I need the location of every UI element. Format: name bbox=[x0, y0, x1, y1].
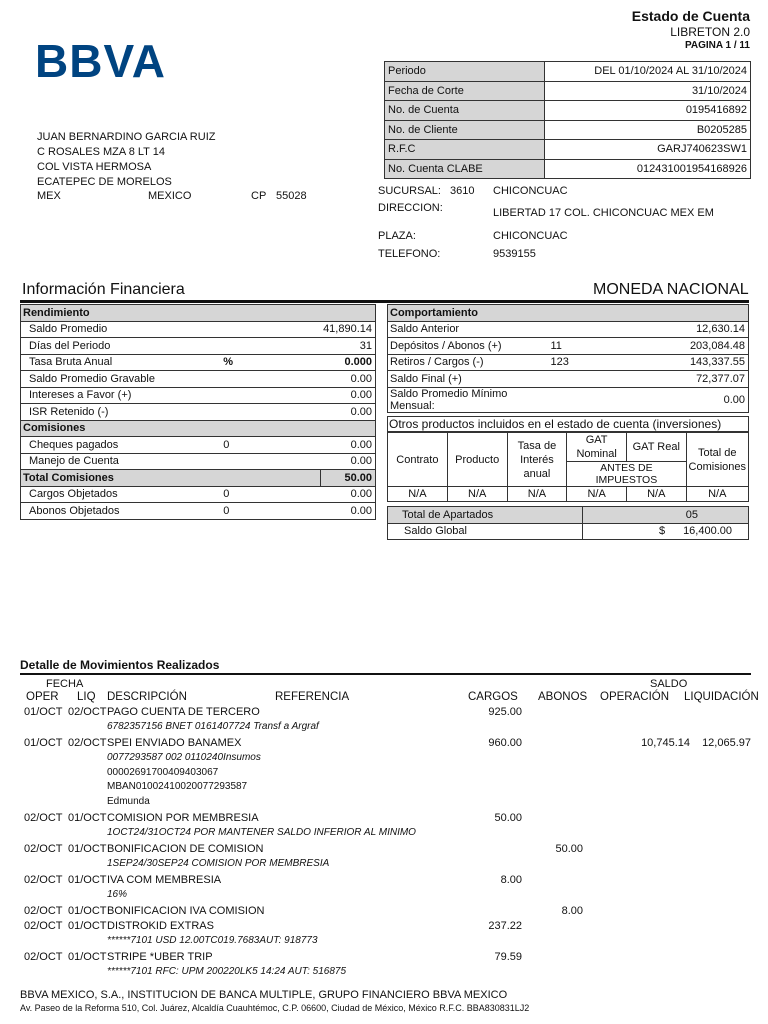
customer-city: ECATEPEC DE MORELOS bbox=[37, 176, 172, 188]
header-liquidacion: LIQUIDACIÓN bbox=[684, 691, 759, 703]
summary-count bbox=[548, 387, 628, 412]
mov-description: PAGO CUENTA DE TERCERO bbox=[107, 706, 260, 718]
mov-cargo: 79.59 bbox=[494, 950, 522, 963]
apartados-table bbox=[387, 506, 749, 540]
movement-detail-line bbox=[20, 889, 755, 904]
account-value: 012431001954168926 bbox=[545, 159, 751, 179]
movement-row bbox=[20, 874, 755, 889]
direccion-value: LIBERTAD 17 COL. CHICONCUAC MEX EM bbox=[493, 207, 714, 219]
comportamiento-table bbox=[387, 304, 749, 413]
account-value: DEL 01/10/2024 AL 31/10/2024 bbox=[545, 62, 751, 82]
summary-header: Total Comisiones bbox=[21, 470, 321, 487]
summary-value: 0.00 bbox=[320, 437, 375, 454]
movement-detail-text: ******7101 USD 12.00TC019.7683AUT: 918773 bbox=[107, 934, 318, 946]
account-row bbox=[385, 159, 751, 179]
header-cargos: CARGOS bbox=[468, 691, 518, 703]
account-value: 31/10/2024 bbox=[545, 81, 751, 101]
summary-label: Manejo de Cuenta bbox=[21, 453, 221, 470]
movimientos-table bbox=[20, 678, 759, 982]
bbva-logo: BBVA bbox=[35, 35, 166, 87]
mov-cargo: 50.00 bbox=[494, 811, 522, 824]
mov-cargo: 237.22 bbox=[488, 919, 522, 932]
account-label: Fecha de Corte bbox=[385, 81, 545, 101]
mov-liq-date: 01/OCT bbox=[68, 904, 107, 917]
otros-value-cell: N/A bbox=[686, 487, 748, 502]
movimientos-title: Detalle de Movimientos Realizados bbox=[20, 658, 220, 672]
mov-oper-date: 01/OCT bbox=[24, 706, 63, 718]
movement-detail-line bbox=[20, 935, 755, 950]
summary-value: 72,377.07 bbox=[628, 371, 749, 388]
col-gat-real: GAT Real bbox=[627, 433, 687, 462]
mov-oper-date: 02/OCT bbox=[24, 950, 63, 963]
summary-row bbox=[21, 404, 376, 421]
account-row bbox=[385, 140, 751, 160]
total-apartados-label: Total de Apartados bbox=[388, 507, 583, 524]
mov-liq-date: 01/OCT bbox=[68, 811, 107, 824]
header-referencia: REFERENCIA bbox=[275, 691, 350, 703]
telefono-label: TELEFONO: bbox=[378, 248, 441, 260]
movement-row bbox=[20, 951, 755, 966]
movement-detail-line bbox=[20, 858, 755, 873]
sucursal-number: 3610 bbox=[450, 185, 475, 197]
summary-label: Intereses a Favor (+) bbox=[21, 387, 221, 404]
mov-oper-date: 02/OCT bbox=[24, 919, 63, 932]
account-value: GARJ740623SW1 bbox=[545, 140, 751, 160]
telefono-value: 9539155 bbox=[493, 248, 536, 260]
summary-header-row bbox=[21, 470, 376, 487]
account-label: Periodo bbox=[385, 62, 545, 82]
account-row bbox=[385, 120, 751, 140]
header-saldo: SALDO bbox=[650, 678, 688, 690]
movement-row bbox=[20, 920, 755, 935]
summary-count bbox=[220, 321, 320, 338]
col-tasa: Tasa de Interés anual bbox=[507, 433, 567, 487]
summary-label: Tasa Bruta Anual bbox=[21, 354, 221, 371]
summary-label: Retiros / Cargos (-) bbox=[388, 354, 548, 371]
movement-row bbox=[20, 812, 755, 827]
antes-impuestos: ANTES DE IMPUESTOS bbox=[567, 462, 686, 487]
plaza-value: CHICONCUAC bbox=[493, 230, 568, 242]
account-row bbox=[385, 62, 751, 82]
header-abonos: ABONOS bbox=[538, 691, 588, 703]
saldo-global-value: 16,400.00 bbox=[683, 525, 732, 538]
mov-oper-date: 02/OCT bbox=[24, 811, 63, 824]
movement-detail-line bbox=[20, 781, 755, 796]
rendimiento-table bbox=[20, 304, 376, 520]
section-divider bbox=[20, 300, 749, 303]
summary-label: Saldo Promedio Gravable bbox=[21, 371, 221, 388]
direccion-label: DIRECCION: bbox=[378, 202, 443, 214]
col-producto: Producto bbox=[447, 433, 507, 487]
summary-count bbox=[220, 387, 320, 404]
mov-liq-date: 01/OCT bbox=[68, 950, 107, 963]
otros-value-cell: N/A bbox=[388, 487, 448, 502]
summary-header-row bbox=[21, 420, 376, 437]
mov-cargo: 8.00 bbox=[500, 873, 522, 886]
movement-detail-text: 1SEP24/30SEP24 COMISION POR MEMBRESIA bbox=[107, 857, 330, 869]
summary-count: 0 bbox=[220, 503, 320, 520]
account-row bbox=[385, 101, 751, 121]
currency-sign: $ bbox=[658, 525, 666, 538]
summary-row bbox=[21, 338, 376, 355]
doc-title: Estado de Cuenta bbox=[631, 8, 750, 24]
summary-value: 0.00 bbox=[320, 453, 375, 470]
summary-row bbox=[21, 321, 376, 338]
summary-header: Rendimiento bbox=[21, 305, 376, 322]
summary-value: 31 bbox=[320, 338, 375, 355]
account-label: No. Cuenta CLABE bbox=[385, 159, 545, 179]
account-value: 0195416892 bbox=[545, 101, 751, 121]
summary-label: Saldo Final (+) bbox=[388, 371, 548, 388]
summary-count: 0 bbox=[220, 437, 320, 454]
movement-row bbox=[20, 737, 755, 752]
movement-row bbox=[20, 905, 755, 920]
summary-count bbox=[220, 453, 320, 470]
col-gat-nominal: GAT Nominal bbox=[567, 433, 627, 462]
customer-address bbox=[37, 130, 215, 190]
movement-spacer bbox=[20, 980, 755, 982]
summary-row bbox=[388, 354, 749, 371]
header-operacion: OPERACIÓN bbox=[600, 691, 670, 703]
summary-count bbox=[548, 321, 628, 338]
movement-detail-line bbox=[20, 827, 755, 842]
customer-cp-label: CP bbox=[251, 190, 267, 202]
account-label: No. de Cliente bbox=[385, 120, 545, 140]
footer-address: Av. Paseo de la Reforma 510, Col. Juárez, Alcaldía Cuauhtémoc, C.P. 06600, Ciudad de México, México R.F.C. BBA830831LJ2 bbox=[20, 1003, 530, 1013]
customer-country: MEXICO bbox=[148, 190, 192, 202]
movement-detail-text: 0077293587 002 0110240Insumos bbox=[107, 752, 261, 763]
mov-description: STRIPE *UBER TRIP bbox=[107, 950, 213, 963]
summary-label: Días del Periodo bbox=[21, 338, 221, 355]
otros-productos-title: Otros productos incluidos en el estado de cuenta (inversiones) bbox=[387, 416, 749, 432]
mov-cargo: 960.00 bbox=[488, 737, 522, 749]
account-info-table bbox=[384, 61, 751, 179]
summary-label: Saldo Anterior bbox=[388, 321, 548, 338]
otros-value-cell: N/A bbox=[447, 487, 507, 502]
movimientos-divider bbox=[20, 673, 751, 675]
header-liq: LIQ bbox=[77, 691, 96, 703]
summary-label: Cargos Objetados bbox=[21, 486, 221, 503]
summary-value: 0.00 bbox=[320, 486, 375, 503]
summary-row bbox=[21, 387, 376, 404]
summary-header: Comisiones bbox=[21, 420, 376, 437]
summary-row bbox=[21, 486, 376, 503]
mov-abono: 8.00 bbox=[561, 904, 583, 917]
summary-row bbox=[388, 321, 749, 338]
summary-label: Saldo Promedio Mínimo Mensual: bbox=[388, 387, 548, 412]
summary-count bbox=[548, 371, 628, 388]
summary-row bbox=[21, 503, 376, 520]
mov-saldo-liquidacion: 12,065.97 bbox=[702, 737, 751, 749]
product-name: LIBRETON 2.0 bbox=[670, 25, 750, 39]
otros-value-cell: N/A bbox=[567, 487, 627, 502]
sucursal-name: CHICONCUAC bbox=[493, 185, 568, 197]
customer-street: C ROSALES MZA 8 LT 14 bbox=[37, 146, 165, 158]
otros-value-cell: N/A bbox=[507, 487, 567, 502]
mov-liq-date: 02/OCT bbox=[68, 706, 107, 718]
movement-detail-text: MBAN01002410020077293587 bbox=[107, 781, 248, 792]
customer-cp: 55028 bbox=[276, 190, 307, 202]
mov-description: COMISION POR MEMBRESIA bbox=[107, 811, 259, 824]
summary-row bbox=[388, 338, 749, 355]
movement-detail-text: ******7101 RFC: UPM 200220LK5 14:24 AUT: 516875 bbox=[107, 965, 347, 977]
mov-oper-date: 02/OCT bbox=[24, 904, 63, 917]
summary-header-row bbox=[388, 305, 749, 322]
col-total-comisiones: Total de Comisiones bbox=[686, 433, 748, 487]
account-label: No. de Cuenta bbox=[385, 101, 545, 121]
otros-productos-table bbox=[387, 432, 749, 502]
summary-count bbox=[220, 338, 320, 355]
otros-value-cell: N/A bbox=[627, 487, 687, 502]
summary-value: 0.00 bbox=[320, 503, 375, 520]
summary-header-row bbox=[21, 305, 376, 322]
page-number: PAGINA 1 / 11 bbox=[684, 40, 750, 51]
summary-count bbox=[220, 404, 320, 421]
summary-count: 11 bbox=[548, 338, 628, 355]
summary-label: Depósitos / Abonos (+) bbox=[388, 338, 548, 355]
summary-value: 0.00 bbox=[320, 404, 375, 421]
mov-liq-date: 01/OCT bbox=[68, 873, 107, 886]
summary-label: Cheques pagados bbox=[21, 437, 221, 454]
otros-values-row bbox=[388, 487, 749, 502]
summary-count: % bbox=[220, 354, 320, 371]
summary-value: 0.00 bbox=[320, 387, 375, 404]
mov-saldo-operacion: 10,745.14 bbox=[641, 737, 690, 749]
summary-count: 0 bbox=[220, 486, 320, 503]
plaza-label: PLAZA: bbox=[378, 230, 416, 242]
summary-count bbox=[220, 371, 320, 388]
account-value: B0205285 bbox=[545, 120, 751, 140]
header-descripcion: DESCRIPCIÓN bbox=[107, 691, 187, 703]
summary-count: 123 bbox=[548, 354, 628, 371]
summary-value: 12,630.14 bbox=[628, 321, 749, 338]
summary-row bbox=[21, 371, 376, 388]
footer-bank-name: BBVA MEXICO, S.A., INSTITUCION DE BANCA MULTIPLE, GRUPO FINANCIERO BBVA MEXICO bbox=[20, 989, 508, 1001]
movement-detail-line bbox=[20, 966, 755, 981]
summary-value: 0.00 bbox=[628, 387, 749, 412]
mov-description: BONIFICACION IVA COMISION bbox=[107, 904, 265, 917]
movement-detail-text: 16% bbox=[107, 888, 128, 900]
mov-liq-date: 01/OCT bbox=[68, 842, 107, 855]
movement-detail-line bbox=[20, 796, 755, 811]
summary-row bbox=[388, 371, 749, 388]
summary-value: 0.000 bbox=[320, 354, 375, 371]
movement-detail-line bbox=[20, 767, 755, 782]
mov-abono: 50.00 bbox=[555, 842, 583, 855]
mov-liq-date: 01/OCT bbox=[68, 919, 107, 932]
mov-cargo: 925.00 bbox=[488, 706, 522, 718]
summary-header-value: 50.00 bbox=[320, 470, 375, 487]
summary-row bbox=[388, 387, 749, 412]
customer-state: MEX bbox=[37, 190, 61, 202]
summary-header: Comportamiento bbox=[388, 305, 749, 322]
summary-row bbox=[21, 453, 376, 470]
col-contrato: Contrato bbox=[388, 433, 448, 487]
summary-value: 143,337.55 bbox=[628, 354, 749, 371]
mov-oper-date: 02/OCT bbox=[24, 873, 63, 886]
movement-detail-text: 6782357156 BNET 0161407724 Transf a Argraf bbox=[107, 721, 319, 732]
saldo-global-label: Saldo Global bbox=[388, 523, 583, 540]
summary-label: ISR Retenido (-) bbox=[21, 404, 221, 421]
movement-row bbox=[20, 706, 755, 721]
customer-name: JUAN BERNARDINO GARCIA RUIZ bbox=[37, 131, 216, 143]
movement-detail-line bbox=[20, 752, 755, 767]
info-financiera-title: Información Financiera bbox=[22, 281, 185, 298]
currency-label: MONEDA NACIONAL bbox=[593, 281, 749, 298]
customer-colony: COL VISTA HERMOSA bbox=[37, 161, 152, 173]
movement-detail-text: Edmunda bbox=[107, 795, 150, 807]
summary-value: 203,084.48 bbox=[628, 338, 749, 355]
mov-description: IVA COM MEMBRESIA bbox=[107, 873, 222, 886]
total-apartados-value: 05 bbox=[582, 507, 748, 524]
summary-row bbox=[21, 437, 376, 454]
movement-row bbox=[20, 843, 755, 858]
account-row bbox=[385, 81, 751, 101]
mov-description: DISTROKID EXTRAS bbox=[107, 919, 214, 932]
summary-value: 0.00 bbox=[320, 371, 375, 388]
summary-value: 41,890.14 bbox=[320, 321, 375, 338]
sucursal-label: SUCURSAL: bbox=[378, 185, 441, 197]
movement-detail-text: 00002691700409403067 bbox=[107, 766, 219, 778]
mov-liq-date: 02/OCT bbox=[68, 737, 107, 749]
movement-detail-line bbox=[20, 721, 755, 736]
summary-row bbox=[21, 354, 376, 371]
header-fecha: FECHA bbox=[46, 678, 84, 690]
account-label: R.F.C bbox=[385, 140, 545, 160]
mov-description: BONIFICACION DE COMISION bbox=[107, 842, 264, 855]
header-oper: OPER bbox=[26, 691, 59, 703]
mov-oper-date: 01/OCT bbox=[24, 737, 63, 749]
summary-label: Abonos Objetados bbox=[21, 503, 221, 520]
movement-detail-text: 1OCT24/31OCT24 POR MANTENER SALDO INFERIOR AL MINIMO bbox=[107, 826, 416, 838]
mov-description: SPEI ENVIADO BANAMEX bbox=[107, 737, 242, 749]
summary-label: Saldo Promedio bbox=[21, 321, 221, 338]
mov-oper-date: 02/OCT bbox=[24, 842, 63, 855]
